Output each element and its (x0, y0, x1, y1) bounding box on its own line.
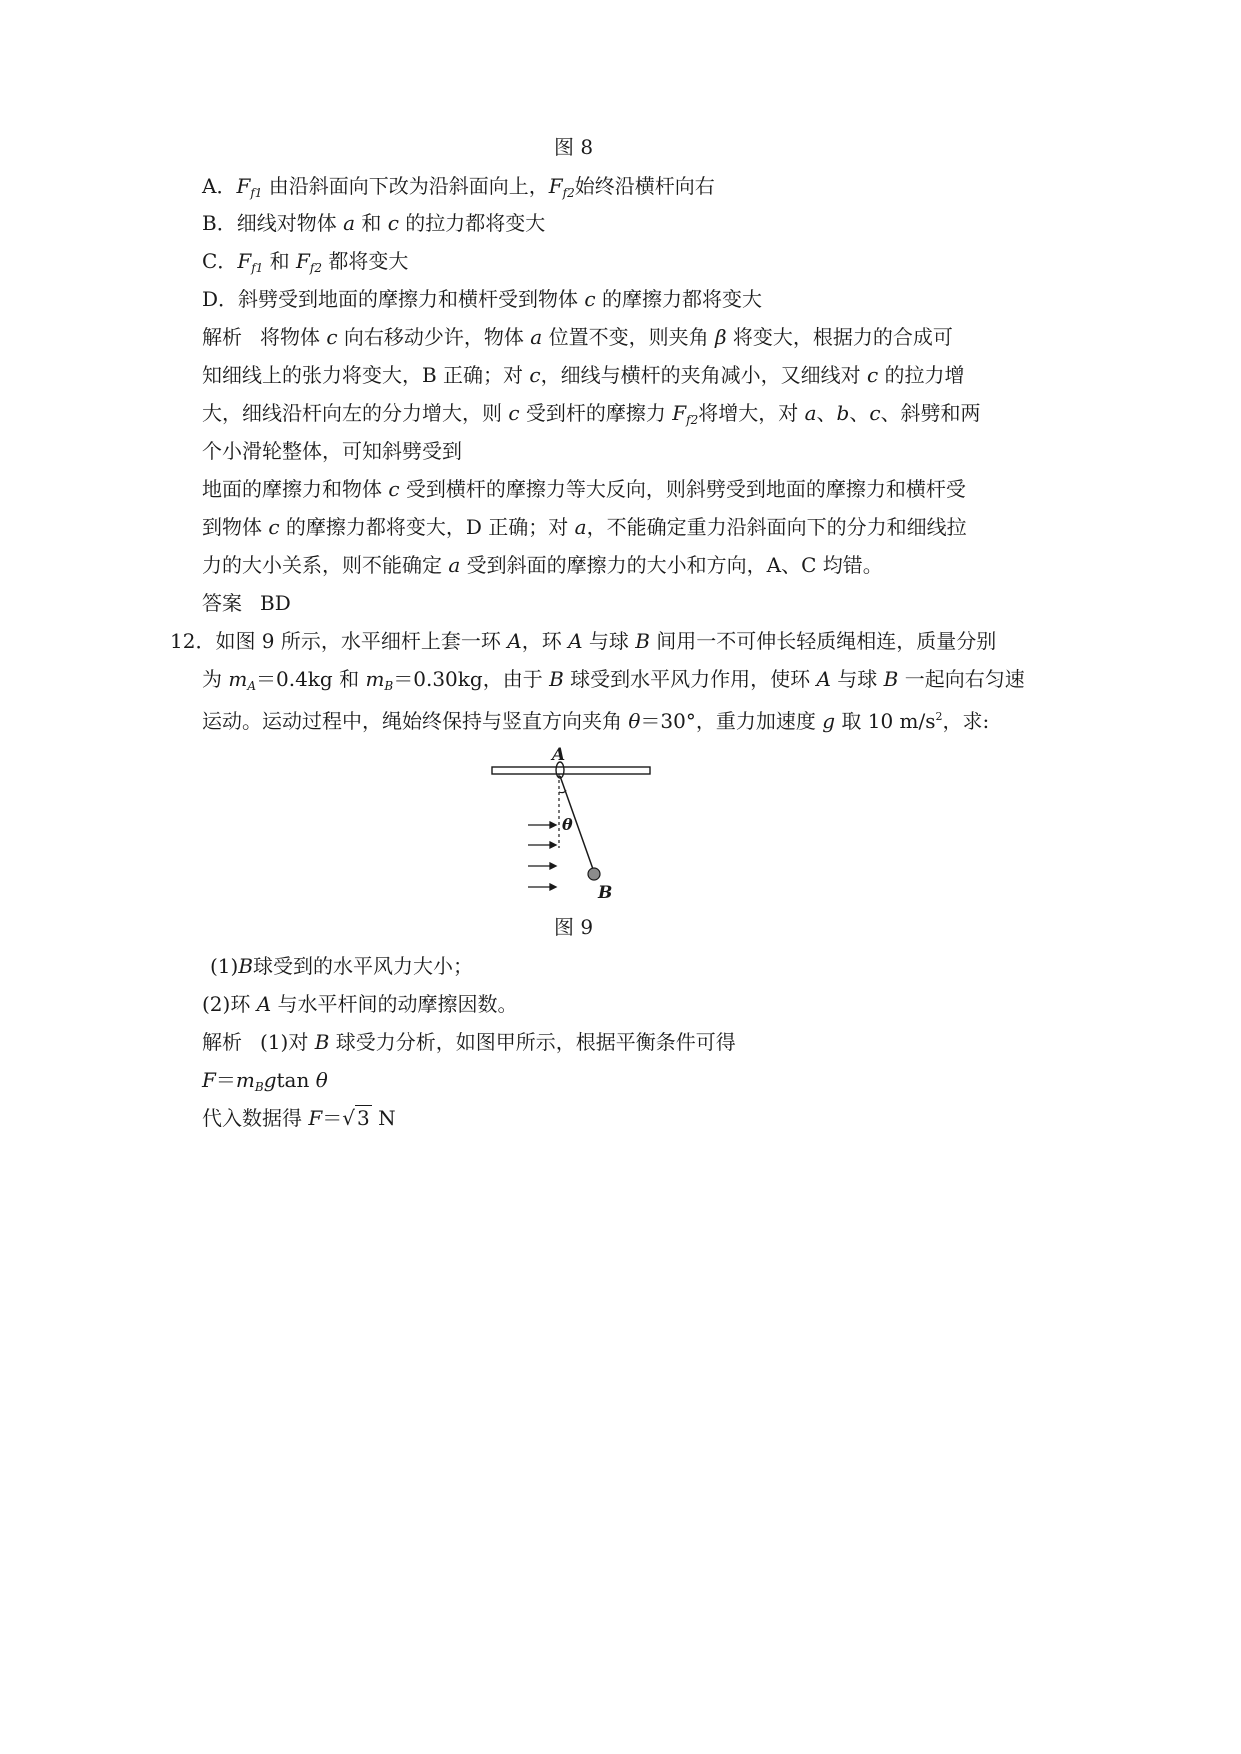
symbol-f: F (672, 401, 687, 425)
symbol-theta: θ (628, 709, 641, 733)
radicand: 3 (357, 1106, 370, 1130)
option-b-text-2: 和 (355, 211, 388, 235)
subscript-f2: f2 (686, 413, 699, 427)
option-c-text-1: 和 (263, 249, 296, 273)
question-text: (2)环 (202, 992, 257, 1016)
solution-line-2 (202, 363, 965, 387)
label-theta: θ (562, 815, 573, 834)
solution-text: 将增大，对 (698, 401, 805, 425)
solution-text: 位置不变，则夹角 (542, 325, 715, 349)
solution-label: 解析 (202, 1030, 242, 1054)
symbol-c: c (866, 363, 879, 387)
symbol-f: F (548, 174, 563, 198)
symbol-c: c (869, 401, 881, 425)
answer-label: 答案 (202, 591, 242, 615)
wind-arrows (528, 822, 556, 890)
question-text: 与水平杆间的动摩擦因数。 (271, 992, 518, 1016)
symbol-b-ball: B (549, 667, 564, 691)
question-text: 与球 (582, 629, 636, 653)
question-text: 取 10 m/s (835, 709, 936, 733)
symbol-c: c (584, 287, 596, 311)
option-c-text-2: 都将变大 (321, 249, 409, 273)
ball-b (588, 868, 600, 880)
solution-text: 地面的摩擦力和物体 (202, 477, 389, 501)
solution-line-4: 个小滑轮整体，可知斜劈受到 (202, 439, 462, 463)
equals-sign: ＝ (322, 1106, 343, 1130)
symbol-a: a (530, 325, 543, 349)
question-text: 一起向右匀速 (898, 667, 1025, 691)
solution-text: 将变大，根据力的合成可 (726, 325, 953, 349)
separator: 、 (816, 401, 837, 425)
symbol-a: a (574, 515, 587, 539)
question-text: 与球 (830, 667, 884, 691)
symbol-m: m (228, 667, 248, 691)
question-text: 运动。运动过程中，绳始终保持与竖直方向夹角 (202, 709, 629, 733)
symbol-b: b (836, 401, 850, 425)
symbol-a-ring: A (568, 629, 583, 653)
label-a: A (552, 745, 566, 765)
symbol-a-ring: A (816, 667, 831, 691)
solution-line-3 (202, 401, 981, 432)
option-c-label: C． (202, 249, 238, 273)
equals-sign: ＝ (215, 1068, 236, 1092)
sub-question-2 (202, 992, 518, 1016)
option-c (202, 249, 408, 280)
figure-9-caption: 图 9 (554, 915, 594, 939)
question-text: 间用一不可伸长轻质绳相连，质量分别 (649, 629, 997, 653)
option-b-text-3: 的拉力都将变大 (398, 211, 546, 235)
symbol-f: F (202, 1068, 216, 1092)
symbol-b-ball: B (883, 667, 899, 691)
option-b (202, 211, 545, 235)
symbol-b-ball: B (314, 1030, 330, 1054)
question-text: (1) (210, 954, 239, 978)
option-d-text-1: 斜劈受到地面的摩擦力和横杆受到物体 (238, 287, 585, 311)
symbol-g: g (822, 709, 836, 733)
option-a-label: A． (202, 174, 237, 198)
option-b-label: B． (202, 211, 237, 235)
symbol-a: a (804, 401, 817, 425)
solution-text: 的拉力增 (878, 363, 965, 387)
subscript-b: B (384, 679, 394, 693)
q12-solution-line-1 (202, 1030, 736, 1054)
symbol-f: F (296, 249, 310, 273)
figure-8-caption: 图 8 (554, 135, 594, 159)
solution-text: 到物体 (202, 515, 269, 539)
symbol-b-ball: B (635, 629, 650, 653)
option-a (202, 174, 715, 205)
question-text: 如图 9 所示，水平细杆上套一环 (215, 629, 508, 653)
sqrt-sign: √ (342, 1106, 355, 1130)
question-text: 球受到水平风力作用，使环 (563, 667, 817, 691)
subscript-f1: f1 (250, 186, 263, 200)
question-text: ，环 (521, 629, 569, 653)
question-12-line-2 (202, 667, 1025, 698)
symbol-g: g (263, 1068, 277, 1092)
superscript-2: 2 (935, 710, 943, 723)
question-text: 球受到的水平风力大小； (253, 954, 474, 978)
solution-line-7 (202, 553, 883, 577)
solution-text: 力的大小关系，则不能确定 (202, 553, 449, 577)
solution-text: ，不能确定重力沿斜面向下的分力和细线拉 (586, 515, 967, 539)
option-a-text-2: 始终沿横杆向右 (574, 174, 715, 198)
solution-line-5 (202, 477, 966, 501)
symbol-f: F (237, 249, 252, 273)
symbol-c: c (529, 363, 541, 387)
subscript-f2: f2 (309, 261, 322, 275)
tan-function: tan (276, 1068, 316, 1092)
option-d-text-2: 的摩擦力都将变大 (595, 287, 762, 311)
question-number: 12． (170, 629, 216, 653)
question-12-line-1 (170, 629, 996, 653)
separator: 、 (849, 401, 870, 425)
symbol-a-ring: A (256, 992, 272, 1016)
solution-text: 、斜劈和两 (880, 401, 981, 425)
symbol-beta: β (714, 325, 727, 349)
sub-question-1 (210, 954, 473, 978)
solution-label: 解析 (202, 325, 242, 349)
question-text: 为 (202, 667, 229, 691)
question-text: ＝0.4kg 和 (256, 667, 366, 691)
solution-text: 受到斜面的摩擦力的大小和方向，A、C 均错。 (460, 553, 883, 577)
solution-text: 大，细线沿杆向左的分力增大，则 (202, 401, 509, 425)
question-12-line-3 (202, 705, 989, 733)
answer-line (202, 591, 291, 615)
unit-newton: N (371, 1106, 396, 1130)
subscript-f1: f1 (251, 261, 264, 275)
solution-line-6 (202, 515, 967, 539)
solution-text: 的摩擦力都将变大，D 正确；对 (279, 515, 575, 539)
solution-text: 受到横杆的摩擦力等大反向，则斜劈受到地面的摩擦力和横杆受 (399, 477, 966, 501)
q12-solution-result (202, 1106, 396, 1130)
symbol-theta: θ (315, 1068, 328, 1092)
solution-text: 向右移动少许，物体 (337, 325, 531, 349)
horizontal-rod (492, 767, 650, 774)
subscript-f2: f2 (562, 186, 575, 200)
solution-text: 受到杆的摩擦力 (519, 401, 673, 425)
symbol-c: c (387, 211, 399, 235)
option-d (202, 287, 762, 311)
option-b-text-1: 细线对物体 (236, 211, 344, 235)
option-d-label: D． (202, 287, 239, 311)
solution-text: 将物体 (260, 325, 327, 349)
symbol-m: m (365, 667, 385, 691)
symbol-f: F (236, 174, 251, 198)
symbol-c: c (326, 325, 338, 349)
answer-value: BD (260, 591, 291, 615)
symbol-m: m (235, 1068, 255, 1092)
symbol-c: c (508, 401, 520, 425)
symbol-c: c (268, 515, 280, 539)
symbol-c: c (388, 477, 400, 501)
symbol-a: a (448, 553, 461, 577)
solution-text: (1)对 (260, 1030, 315, 1054)
symbol-a: a (343, 211, 355, 235)
symbol-a-ring: A (507, 629, 522, 653)
option-a-text-1: 由沿斜面向下改为沿斜面向上， (262, 174, 549, 198)
solution-text: 球受力分析，如图甲所示，根据平衡条件可得 (329, 1030, 736, 1054)
figure-9-diagram (480, 740, 680, 910)
label-b: B (598, 883, 613, 903)
solution-text: 代入数据得 (202, 1106, 309, 1130)
question-text: ＝0.30kg，由于 (393, 667, 550, 691)
solution-line-1 (202, 325, 953, 349)
q12-solution-equation (202, 1068, 328, 1099)
subscript-b: B (254, 1080, 264, 1094)
symbol-b-ball: B (238, 954, 254, 978)
question-text: ，求: (942, 709, 990, 733)
question-text: ＝30°，重力加速度 (640, 709, 823, 733)
symbol-f: F (308, 1106, 323, 1130)
subscript-a: A (247, 679, 256, 693)
solution-text: ，细线与横杆的夹角减小，又细线对 (540, 363, 867, 387)
solution-text: 知细线上的张力将变大，B 正确；对 (202, 363, 530, 387)
